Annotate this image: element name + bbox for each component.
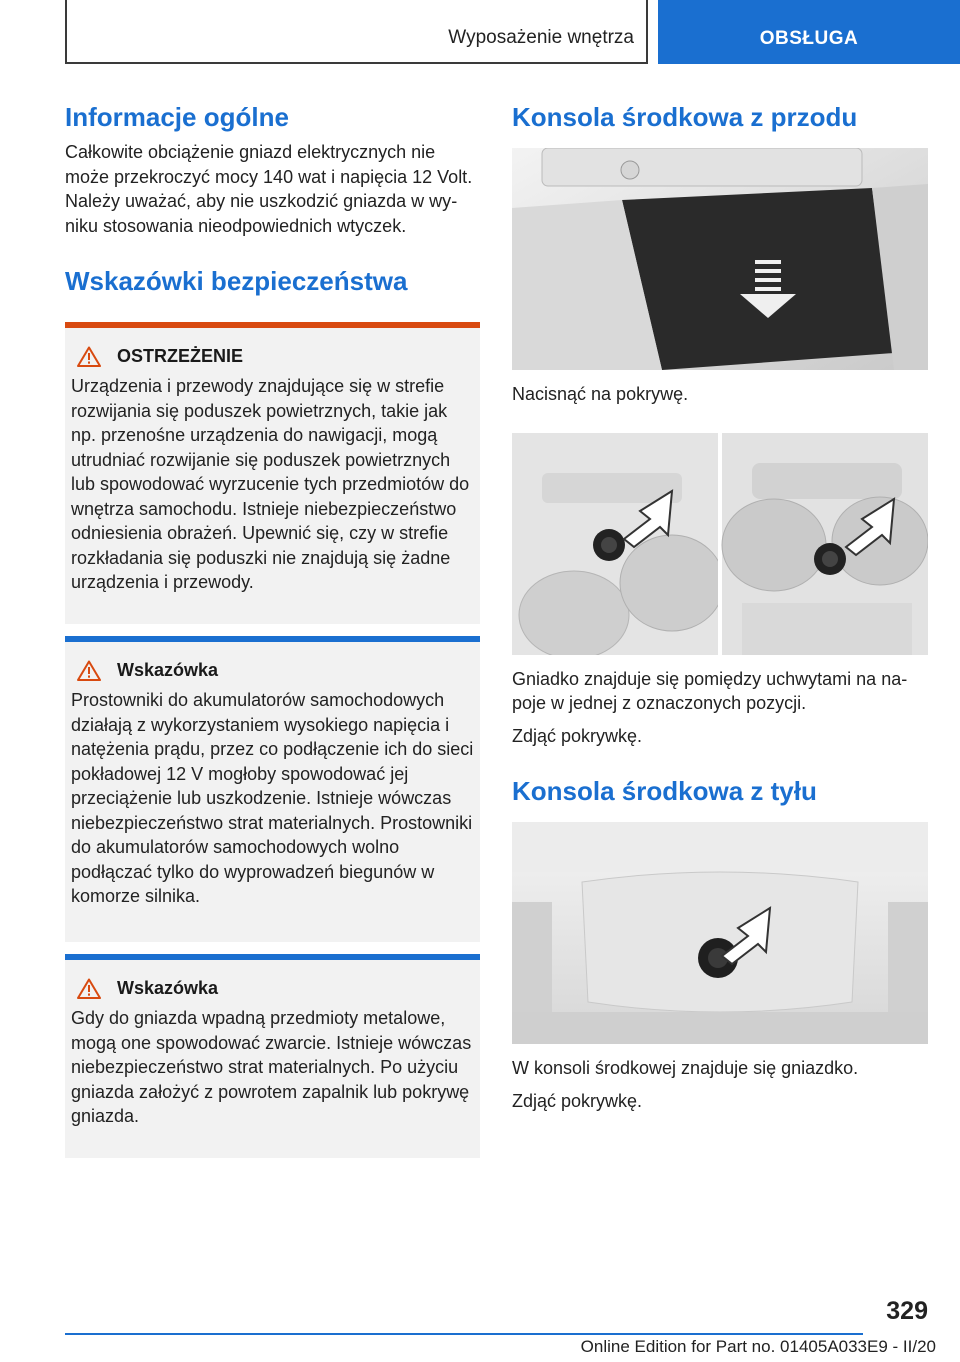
- general-paragraph-1: Całkowite obciążenie gniazd elektrycznych nie może przekroczyć mocy 140 wat i napięcia 12 Volt.: [65, 142, 473, 187]
- right-column: [512, 100, 928, 1113]
- edition-text: Online Edition for Part no. 01405A033E9 - II/20: [580, 1337, 936, 1356]
- general-paragraph-2: Należy uważać, aby nie uszkodzić gniazda w wyniku stosowania nieodpowiednich wtyczek.: [65, 191, 458, 236]
- warning-box: [65, 322, 480, 624]
- warning-text: Urządzenia i przewody znajdujące się w strefie rozwijania się poduszek powietrznych, takie jak np. przenośne urządzenia do nawigacji, mogą utrudniać rozwijanie się poduszek powietrznych lub spowodować wyrzucenie tych przedmiotów do wnętrza samochodu. Istnieje niebezpieczeństwo odniesienia obrażeń. Upewnić się, czy w strefie rozkładania się poduszki nie znajdują się żadne urządzenia i przewody.: [71, 376, 470, 592]
- front-caption-3: Zdjąć pokrywkę.: [512, 725, 643, 746]
- rear-console-socket-photo: [512, 822, 928, 1044]
- warning-title: OSTRZEŻENIE: [117, 346, 244, 366]
- left-column: [65, 100, 480, 1158]
- front-console-heading: Konsola środkowa z przodu: [512, 102, 858, 132]
- hint-1-text: Prostowniki do akumulatorów samochodowych działają z wykorzystaniem wysokiego napięcia i natężenia prądu, przez co podłączenie ich do sieci pokładowej 12 V mogłoby spowodować jej przeciążenie lub uszkodzenie. Istnieje wówczas niebezpieczeństwo strat materialnych. Prostowniki do akumulatorów samochodowych wolno podłączać tylko do wyprowadzeń biegunów w komorze silnika.: [71, 690, 474, 906]
- front-caption-2: Gniadko znajduje się pomiędzy uchwytami na napoje w jednej z oznaczonych pozycji.: [512, 668, 908, 713]
- rear-caption-2: Zdjąć pokrywkę.: [512, 1090, 643, 1111]
- hint-1-title-row: [71, 658, 474, 682]
- hint-2-title-row: [71, 976, 474, 1000]
- warning-title-row: [71, 344, 474, 368]
- footer-divider: [65, 1333, 863, 1335]
- warning-triangle-icon: [77, 978, 101, 999]
- page-number: 329: [886, 1297, 928, 1325]
- safety-heading: Wskazówki bezpieczeństwa: [65, 266, 408, 296]
- cupholder-socket-photo: [512, 433, 928, 655]
- hint-box-1: [65, 636, 480, 942]
- section-title: Wyposażenie wnętrza: [448, 27, 634, 48]
- front-console-cover-photo: [512, 148, 928, 370]
- chapter-tab-label: OBSŁUGA: [759, 28, 859, 49]
- hint-box-2: [65, 954, 480, 1158]
- warning-triangle-icon: [77, 660, 101, 681]
- rear-caption-1: W konsoli środkowej znajduje się gniazdko.: [512, 1058, 859, 1078]
- hint-1-title: Wskazówka: [117, 660, 219, 680]
- general-heading: Informacje ogólne: [65, 102, 289, 132]
- hint-2-title: Wskazówka: [117, 978, 219, 998]
- rear-console-heading: Konsola środkowa z tyłu: [512, 776, 817, 806]
- hint-2-text: Gdy do gniazda wpadną przedmioty metalowe, mogą one spowodować zwarcie. Istnieje wówczas niebezpieczeństwo strat materialnych. Po użyciu gniazda założyć z powrotem zapalnik lub pokrywę gniazda.: [71, 1008, 472, 1126]
- chapter-tab[interactable]: [658, 0, 960, 64]
- section-header: [65, 0, 648, 64]
- warning-triangle-icon: [77, 346, 101, 367]
- front-caption-1: Nacisnąć na pokrywę.: [512, 384, 689, 404]
